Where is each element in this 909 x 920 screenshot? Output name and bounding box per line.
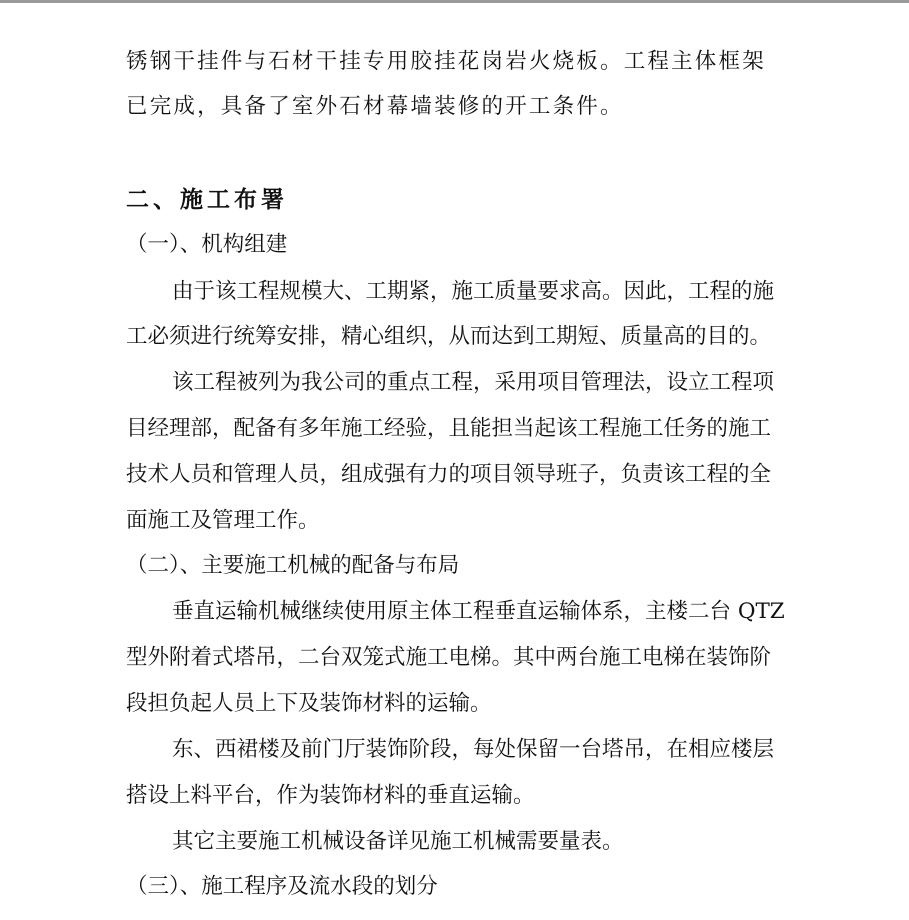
subsection-2-title: （二）、主要施工机械的配备与布局	[126, 553, 460, 578]
s1-p2-line-3: 技术人员和管理人员，组成强有力的项目领导班子，负责该工程的全	[126, 462, 772, 487]
s2-p1-line-2: 型外附着式塔吊，二台双笼式施工电梯。其中两台施工电梯在装饰阶	[126, 645, 772, 670]
s2-p1-line-3: 段担负起人员上下及装饰材料的运输。	[126, 691, 492, 716]
intro-line-2: 已完成，具备了室外石材幕墙装修的开工条件。	[126, 94, 624, 119]
s1-p2-line-4: 面施工及管理工作。	[126, 508, 320, 533]
s2-p3-line-1: 其它主要施工机械设备详见施工机械需要量表。	[172, 829, 624, 854]
subsection-1-title: （一）、机构组建	[126, 232, 288, 257]
s1-p2-line-1: 该工程被列为我公司的重点工程，采用项目管理法，设立工程项	[172, 370, 775, 395]
s1-p2-line-2: 目经理部，配备有多年施工经验，且能担当起该工程施工任务的施工	[126, 416, 772, 441]
intro-line-1: 锈钢干挂件与石材干挂专用胶挂花岗岩火烧板。工程主体框架	[126, 49, 766, 74]
s1-p1-line-2: 工必须进行统筹安排，精心组织，从而达到工期短、质量高的目的。	[126, 324, 772, 349]
subsection-3-title: （三）、施工程序及流水段的划分	[126, 874, 438, 899]
s2-p2-line-1: 东、西裙楼及前门厅装饰阶段，每处保留一台塔吊，在相应楼层	[172, 737, 775, 762]
section-heading: 二、施工布署	[126, 186, 288, 213]
s2-p1-line-1: 垂直运输机械继续使用原主体工程垂直运输体系，主楼二台 QTZ	[172, 599, 785, 624]
s1-p1-line-1: 由于该工程规模大、工期紧，施工质量要求高。因此，工程的施	[172, 279, 775, 304]
s2-p2-line-2: 搭设上料平台，作为装饰材料的垂直运输。	[126, 783, 535, 808]
